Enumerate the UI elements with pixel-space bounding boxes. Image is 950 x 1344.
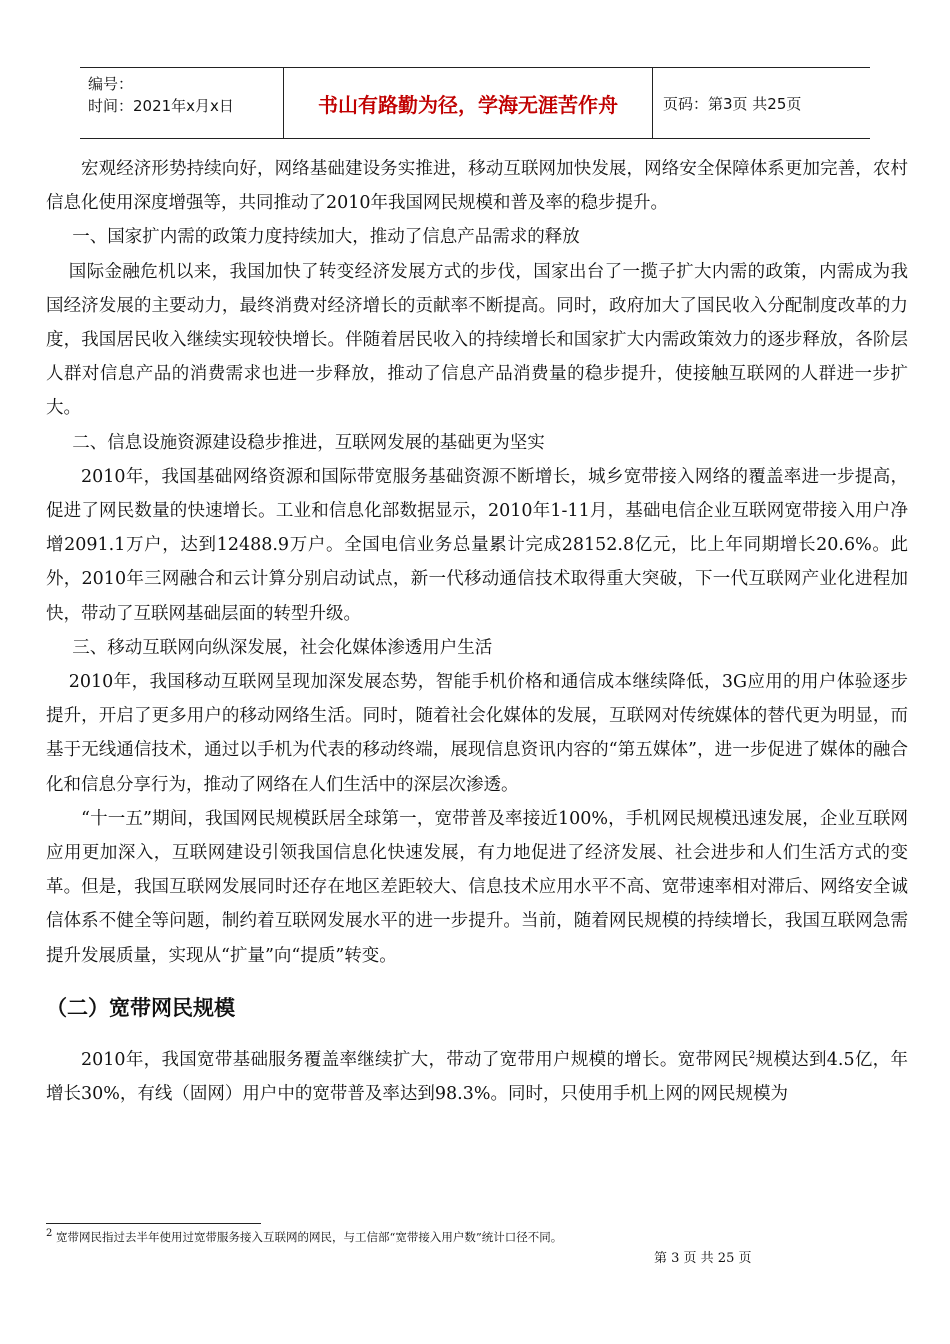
document-number: 编号： [88, 75, 134, 93]
paragraph: 2010年，我国基础网络资源和国际带宽服务基础资源不断增长，城乡宽带接入网络的覆盖率进一步提高，促进了网民数量的快速增长。工业和信息化部数据显示，2010年1-11月，基础电信企业互联网宽带接入用户净增2091.1万户，达到12488.9万户。全国电信业务总量累计完成28152.8亿元，比上年同期增长20.6%。此外，2010年三网融合和云计算分别启动试点，新一代移动通信技术取得重大突破，下一代互联网产业化进程加快，带动了互联网基础层面的转型升级。 [46, 466, 908, 624]
footnote-divider [46, 1223, 261, 1224]
section-title: 三、移动互联网向纵深发展，社会化媒体渗透用户生活 [72, 637, 493, 658]
footnote-ref[interactable]: 2 [748, 1050, 756, 1062]
paragraph-text: 2010年，我国宽带基础服务覆盖率继续扩大，带动了宽带用户规模的增长。宽带网民 [81, 1049, 749, 1070]
footnote-mark: 2 [46, 1228, 53, 1240]
section-title: 一、国家扩内需的政策力度持续加大，推动了信息产品需求的释放 [72, 227, 580, 248]
section-title: 二、信息设施资源建设稳步推进，互联网发展的基础更为坚实 [72, 432, 545, 453]
paragraph: 2010年，我国移动互联网呈现加深发展态势，智能手机价格和通信成本继续降低，3G应用的用户体验逐步提升，开启了更多用户的移动网络生活。同时，随着社会化媒体的发展，互联网对传统媒体的替代更为明显，而基于无线通信技术，通过以手机为代表的移动终端，展现信息资讯内容的“第五媒体”，进一步促进了媒体的融合化和信息分享行为，推动了网络在人们生活中的深层次渗透。 [46, 672, 908, 795]
paragraph: 国际金融危机以来，我国加快了转变经济发展方式的步伐，国家出台了一揽子扩大内需的政策，内需成为我国经济发展的主要动力，最终消费对经济增长的贡献率不断提高。同时，政府加大了国民收入分配制度改革的力度，我国居民收入继续实现较快增长。伴随着居民收入的持续增长和国家扩大内需政策效力的逐步释放，各阶层人群对信息产品的消费需求也进一步释放，推动了信息产品消费量的稳步提升，使接触互联网的人群进一步扩大。 [46, 261, 908, 419]
footnote [46, 1229, 906, 1245]
document-body [46, 152, 908, 1111]
paragraph: 宏观经济形势持续向好，网络基础建设务实推进，移动互联网加快发展，网络安全保障体系更加完善，农村信息化使用深度增强等，共同推动了2010年我国网民规模和普及率的稳步提升。 [46, 159, 908, 214]
header-meta [80, 68, 283, 138]
header-motto: 书山有路勤为径，学海无涯苦作舟 [283, 68, 653, 138]
header-page-info: 页码：第3页 共25页 [663, 94, 802, 113]
paragraph [46, 1043, 908, 1111]
page-header [80, 67, 870, 139]
paragraph-text: 规模达到4.5亿，年增长30%，有线（固网）用户中的宽带普及率达到98.3%。同时，只使用手机上网的网民规模为 [46, 1049, 908, 1105]
paragraph: “十一五”期间，我国网民规模跃居全球第一，宽带普及率接近100%，手机网民规模迅速发展，企业互联网应用更加深入，互联网建设引领我国信息化快速发展，有力地促进了经济发展、社会进步和人们生活方式的变革。但是，我国互联网发展同时还存在地区差距较大、信息技术应用水平不高、宽带速率相对滞后、网络安全诚信体系不健全等问题，制约着互联网发展水平的进一步提升。当前，随着网民规模的持续增长，我国互联网急需提升发展质量，实现从“扩量”向“提质”转变。 [46, 808, 908, 966]
document-date: 时间：2021年x月x日 [88, 97, 234, 115]
footnote-text: 宽带网民指过去半年使用过宽带服务接入互联网的网民，与工信部“宽带接入用户数”统计口径不同。 [56, 1230, 563, 1244]
subsection-heading: （二）宽带网民规模 [46, 995, 235, 1020]
page-number: 第 3 页 共 25 页 [654, 1251, 752, 1266]
